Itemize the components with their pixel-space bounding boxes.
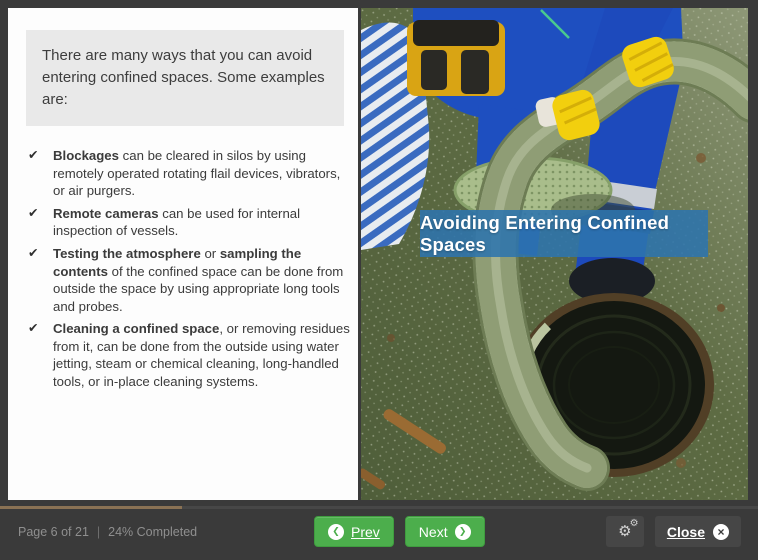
- nav-buttons: [314, 516, 485, 547]
- bullet-text: Blockages can be cleared in silos by using remotely operated rotating flail devices, vibrators, or air purgers.: [53, 148, 341, 199]
- check-icon: ✔: [28, 321, 39, 336]
- intro-box: [26, 30, 344, 126]
- list-item: [28, 245, 352, 315]
- next-button-label: Next: [418, 523, 448, 540]
- page-count: Page 6 of 21: [18, 525, 89, 539]
- image-caption-text: Avoiding Entering Confined Spaces: [420, 211, 670, 255]
- bullet-text: Remote cameras can be used for internal inspection of vessels.: [53, 205, 301, 239]
- gears-icon: ⚙ ⚙: [618, 518, 639, 540]
- completion-status: 24% Completed: [108, 525, 198, 539]
- slide-content-panel: [8, 8, 358, 500]
- page-status: [18, 525, 197, 539]
- intro-text: There are many ways that you can avoid entering confined spaces. Some examples are:: [42, 47, 325, 108]
- slide-image: [361, 8, 748, 500]
- prev-button-label: Prev: [351, 523, 380, 540]
- close-button-label: Close: [666, 523, 705, 540]
- bullet-text: Testing the atmosphere or sampling the contents of the confined space can be done from outside the space by using appropriate long tools and probes.: [53, 245, 344, 314]
- bullet-list: [28, 147, 352, 390]
- player-footer: [0, 500, 758, 560]
- chevron-right-icon: ❯: [455, 524, 471, 540]
- utility-buttons: [606, 516, 741, 547]
- close-circle-icon: ×: [713, 524, 729, 540]
- progress-bar: [0, 506, 182, 509]
- prev-button[interactable]: [314, 516, 394, 547]
- next-button[interactable]: [405, 516, 485, 547]
- list-item: [28, 320, 352, 390]
- progress-track: [0, 506, 758, 509]
- status-separator: |: [96, 525, 101, 539]
- close-button[interactable]: [655, 516, 741, 547]
- image-caption-banner: [420, 210, 708, 257]
- check-icon: ✔: [28, 205, 39, 220]
- list-item: [28, 205, 352, 240]
- settings-button[interactable]: [606, 516, 644, 547]
- bullet-text: Cleaning a confined space, or removing residues from it, can be done from the outside using water jetting, steam or chemical cleaning, long-handled tools, or in-place cleaning systems.: [53, 321, 350, 389]
- list-item: [28, 147, 352, 200]
- check-icon: ✔: [28, 245, 39, 260]
- check-icon: ✔: [28, 148, 39, 163]
- chevron-left-icon: ❮: [328, 524, 344, 540]
